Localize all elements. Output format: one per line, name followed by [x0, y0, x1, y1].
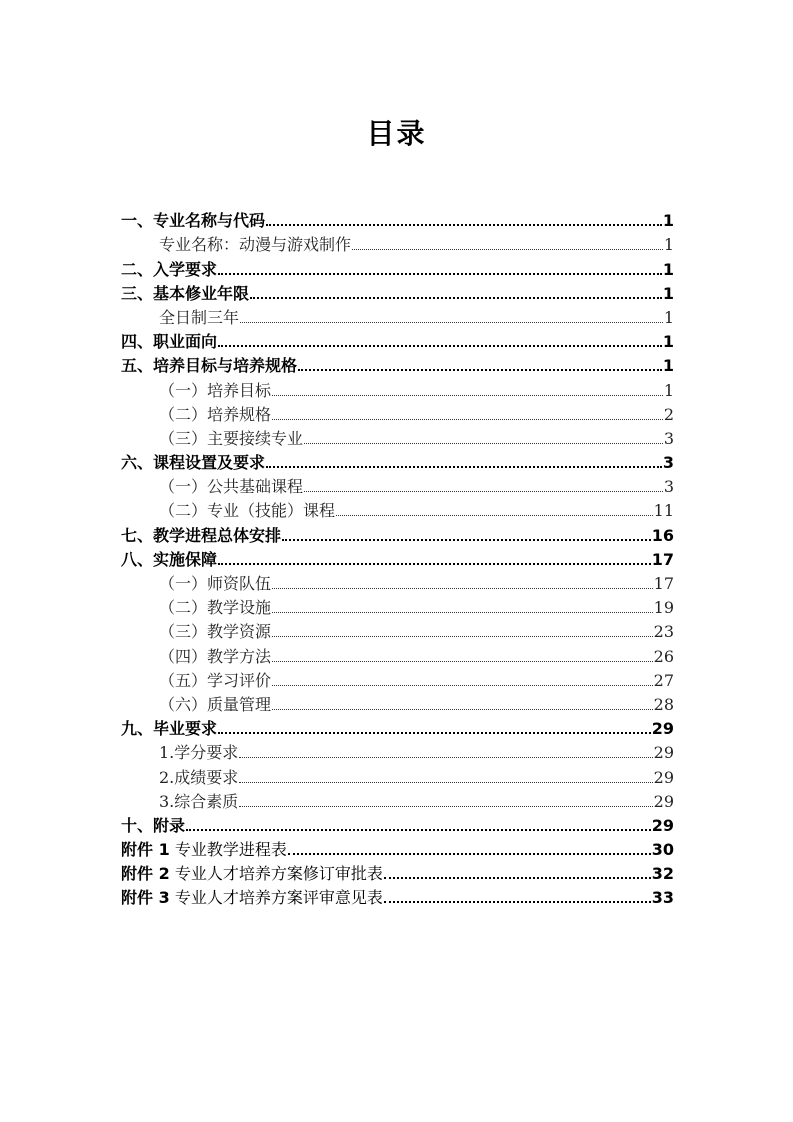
toc-entry[interactable] [121, 618, 674, 642]
toc-entry-label: 全日制三年 [159, 307, 240, 327]
toc-entry-page: 3 [663, 477, 674, 497]
toc-entry[interactable] [121, 207, 674, 231]
toc-entry[interactable] [121, 231, 674, 255]
dot-leader [218, 273, 662, 275]
toc-entry-page: 1 [662, 211, 674, 231]
annex-prefix: 附件 3 [121, 888, 170, 908]
toc-entry-label: （一）培养目标 [159, 380, 272, 400]
dot-leader [288, 853, 651, 855]
toc-entry-label: 十、附录 [121, 815, 186, 835]
dot-leader [266, 224, 662, 226]
toc-entry[interactable] [121, 739, 674, 763]
toc-entry-page: 1 [663, 307, 674, 327]
toc-entry-page: 3 [662, 453, 674, 473]
toc-entry-label: （二）培养规格 [159, 404, 272, 424]
toc-entry-page: 29 [653, 743, 674, 763]
annex-title: 专业人才培养方案评审意见表 [174, 888, 383, 908]
dot-leader [218, 732, 651, 734]
toc-entry-label: 七、教学进程总体安排 [121, 525, 282, 545]
toc-entry-label: （二）教学设施 [159, 598, 272, 618]
page-title: 目录 [366, 117, 427, 150]
toc-entry[interactable] [121, 401, 674, 425]
toc-entry-label: （六）质量管理 [159, 694, 272, 714]
toc-entry[interactable] [121, 376, 674, 400]
annex-entry-label [121, 840, 287, 860]
toc-entry-label: 一、专业名称与代码 [121, 211, 266, 231]
toc-entry-page: 29 [651, 719, 674, 739]
toc-entry-page: 11 [653, 501, 674, 521]
toc-entry-page: 1 [662, 332, 674, 352]
dot-leader [298, 369, 662, 371]
toc-entry-page: 27 [653, 670, 674, 690]
toc-entry-page: 1 [663, 235, 674, 255]
toc-entry[interactable] [121, 594, 674, 618]
toc-entry-label: 专业名称：动漫与游戏制作 [159, 235, 352, 255]
annex-prefix: 附件 1 [121, 840, 170, 860]
dot-leader [304, 491, 663, 492]
dot-leader [272, 709, 653, 710]
toc-entry-label: 三、基本修业年限 [121, 283, 250, 303]
toc-entry-label: （一）师资队伍 [159, 574, 272, 593]
dot-leader [239, 757, 652, 758]
toc-entry[interactable] [121, 788, 674, 812]
toc-entry[interactable] [121, 715, 674, 739]
toc-entry-label: 五、培养目标与培养规格 [121, 356, 298, 376]
toc-entry-label: （一）公共基础课程 [159, 477, 304, 497]
toc-entry[interactable] [121, 546, 674, 570]
annex-entry[interactable] [121, 860, 674, 884]
toc-entry-label: 九、毕业要求 [121, 719, 218, 739]
toc-entry[interactable] [121, 570, 674, 594]
toc-entry-page: 23 [653, 622, 674, 642]
toc-entry[interactable] [121, 667, 674, 691]
toc-entry-label: （二）专业（技能）课程 [159, 501, 336, 521]
toc-entry-label: （三）教学资源 [159, 622, 272, 642]
toc-entry-page: 3 [663, 428, 674, 448]
dot-leader [272, 685, 653, 686]
toc-entry[interactable] [121, 304, 674, 328]
toc-entry-page: 29 [651, 815, 674, 835]
toc-entry-page: 1 [662, 259, 674, 279]
dot-leader [282, 539, 651, 541]
dot-leader [218, 345, 662, 347]
dot-leader [352, 249, 663, 250]
dot-leader [250, 297, 662, 299]
toc-entry[interactable] [121, 497, 674, 521]
toc-entry[interactable] [121, 255, 674, 279]
dot-leader [272, 612, 653, 613]
toc-entry[interactable] [121, 473, 674, 497]
toc-entry-label: 2.成绩要求 [159, 767, 239, 787]
toc-entry[interactable] [121, 812, 674, 836]
annex-entry-page: 32 [651, 864, 674, 884]
toc-entry-page: 16 [651, 525, 674, 545]
toc-entry-page: 17 [651, 549, 674, 569]
toc-entry[interactable] [121, 642, 674, 666]
toc-entry[interactable] [121, 280, 674, 304]
dot-leader [218, 563, 651, 565]
toc-entry[interactable] [121, 763, 674, 787]
annex-entry[interactable] [121, 836, 674, 860]
toc-entry[interactable] [121, 691, 674, 715]
dot-leader [384, 877, 651, 879]
toc-entry-page: 17 [653, 574, 674, 593]
dot-leader [240, 322, 663, 323]
toc-entry[interactable] [121, 352, 674, 376]
annex-entry[interactable] [121, 884, 674, 908]
dot-leader [272, 636, 653, 637]
dot-leader [272, 395, 663, 396]
toc-entry-page: 1 [663, 380, 674, 400]
toc-entry-page: 28 [653, 694, 674, 714]
toc-entry-label: （四）教学方法 [159, 646, 272, 666]
table-of-contents [121, 207, 674, 908]
toc-entry[interactable] [121, 449, 674, 473]
dot-leader [304, 443, 663, 444]
annex-entry-label [121, 888, 383, 908]
toc-entry-label: 八、实施保障 [121, 549, 218, 569]
toc-entry[interactable] [121, 521, 674, 545]
toc-entry-page: 1 [662, 356, 674, 376]
toc-entry-label: 1.学分要求 [159, 743, 239, 763]
annex-entry-page: 30 [651, 840, 674, 860]
dot-leader [239, 806, 652, 807]
dot-leader [239, 782, 652, 783]
dot-leader [336, 515, 653, 516]
dot-leader [186, 829, 651, 831]
dot-leader [384, 901, 651, 903]
toc-entry-page: 1 [662, 283, 674, 303]
toc-entry[interactable] [121, 425, 674, 449]
toc-entry-label: 3.综合素质 [159, 791, 239, 811]
toc-entry-page: 26 [653, 646, 674, 666]
toc-entry[interactable] [121, 328, 674, 352]
annex-title: 专业教学进程表 [174, 840, 287, 860]
annex-entry-label [121, 864, 383, 884]
toc-entry-label: 四、职业面向 [121, 332, 218, 352]
toc-entry-page: 29 [653, 767, 674, 787]
toc-entry-label: （五）学习评价 [159, 670, 272, 690]
dot-leader [272, 661, 653, 662]
annex-prefix: 附件 2 [121, 864, 170, 884]
toc-entry-label: （三）主要接续专业 [159, 428, 304, 448]
toc-entry-page: 29 [653, 791, 674, 811]
toc-entry-label: 六、课程设置及要求 [121, 453, 266, 473]
dot-leader [272, 588, 653, 589]
annex-title: 专业人才培养方案修订审批表 [174, 864, 383, 884]
toc-entry-page: 2 [663, 404, 674, 424]
annex-entry-page: 33 [651, 888, 674, 908]
dot-leader [272, 419, 663, 420]
toc-entry-label: 二、入学要求 [121, 259, 218, 279]
dot-leader [266, 466, 662, 468]
toc-entry-page: 19 [653, 598, 674, 618]
